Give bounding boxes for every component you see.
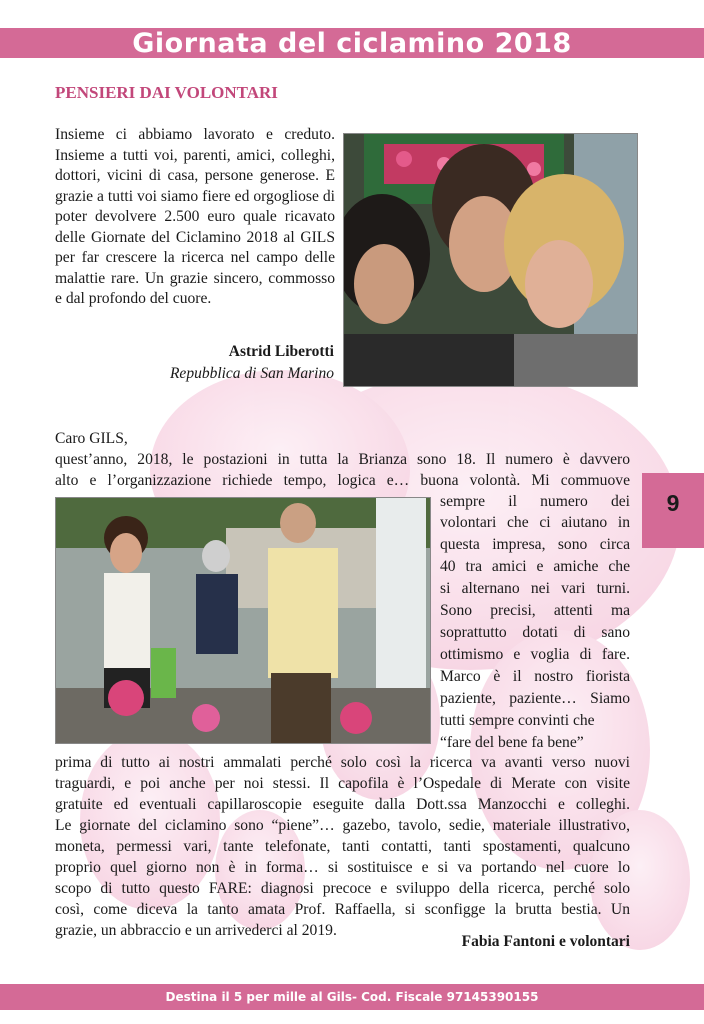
letter2-line: questa impresa, sono circa <box>440 536 630 553</box>
letter2-line: paziente, paziente… Siamo <box>440 690 630 707</box>
letter2-line: moneta, permessi vari, tante telefonate, tanti contatti, tanti spostamenti, qualcuno <box>55 838 630 855</box>
letter2-line: ottimismo e voglia di fare. <box>440 646 630 663</box>
letter2-line: alto e l’organizzazione richiede tempo, logica e… buona volontà. Mi commuove <box>55 472 630 489</box>
letter2-line: soprattutto dotati di sano <box>440 624 630 641</box>
letter2-line: “fare del bene fa bene” <box>440 734 584 751</box>
letter1-paragraph: Insieme ci abbiamo lavorato e creduto. Insieme a tutti voi, parenti, amici, colleghi, dottori, vicini di casa, persone generose. E grazie a tutti voi siamo fiere ed orgogliose di poter devolvere 2.500 euro quale ricavato delle Giornate del Ciclamino 2018 al GILS per far crescere la ricerca nel campo delle malattie rare. Un grazie sincero, commosso e dal profondo del cuore. <box>55 126 335 307</box>
section-heading: PENSIERI DAI VOLONTARI <box>55 83 278 102</box>
letter2-line: traguardi, e poi anche per noi stessi. Il capofila è l’Ospedale di Merate con visite <box>55 775 630 792</box>
letter2-line: Marco è il nostro fiorista <box>440 668 630 685</box>
letter2-line: Caro GILS, <box>55 430 128 447</box>
page-title: Giornata del ciclamino 2018 <box>132 28 572 59</box>
letter2-line: sempre il numero dei <box>440 493 630 510</box>
letter2-line: Sono precisi, attenti ma <box>440 602 630 619</box>
letter2-line: volontari che ci aiutano in <box>440 514 630 531</box>
letter2-line: scopo di tutto questo FARE: diagnosi precoce e sviluppo della ricerca, perché solo <box>55 880 630 897</box>
letter2-line: quest’anno, 2018, le postazioni in tutta la Brianza sono 18. Il numero è davvero <box>55 451 630 468</box>
letter2-line: tutti sempre convinti che <box>440 712 595 729</box>
volunteers-selfie-photo <box>343 133 638 387</box>
letter2-line: grazie, un abbraccio e un arrivederci al 2019. <box>55 922 337 939</box>
letter2-line: prima di tutto ai nostri ammalati perché solo così la ricerca va avanti verso nuovi <box>55 754 630 771</box>
letter2-line: Le giornate del ciclamino sono “piene”… gazebo, tavolo, sedie, materiale illustrativo, <box>55 817 630 834</box>
letter2-line: così, come diceva la tanto amata Prof. Raffaella, si sconfigge la brutta bestia. Un <box>55 901 630 918</box>
page-number: 9 <box>666 490 680 516</box>
letter1-signature-name: Astrid Liberotti <box>228 343 334 360</box>
volunteers-stand-photo <box>55 497 431 744</box>
letter1-signature-place: Repubblica di San Marino <box>169 365 334 382</box>
letter2-line: gratuite ed eventuali capillaroscopie eseguite dalla Dott.ssa Manzocchi e colleghi. <box>55 796 630 813</box>
letter2-line: si alternano nei vari turni. <box>440 580 630 597</box>
letter2-line: 40 tra amici e amiche che <box>440 558 630 575</box>
footer-text: Destina il 5 per mille al Gils- Cod. Fiscale 97145390155 <box>165 990 539 1004</box>
letter2-line: proprio quel giorno non è in forma… si sostituisce e si va portando nel cuore lo <box>55 859 630 876</box>
letter2-signature: Fabia Fantoni e volontari <box>461 933 630 950</box>
